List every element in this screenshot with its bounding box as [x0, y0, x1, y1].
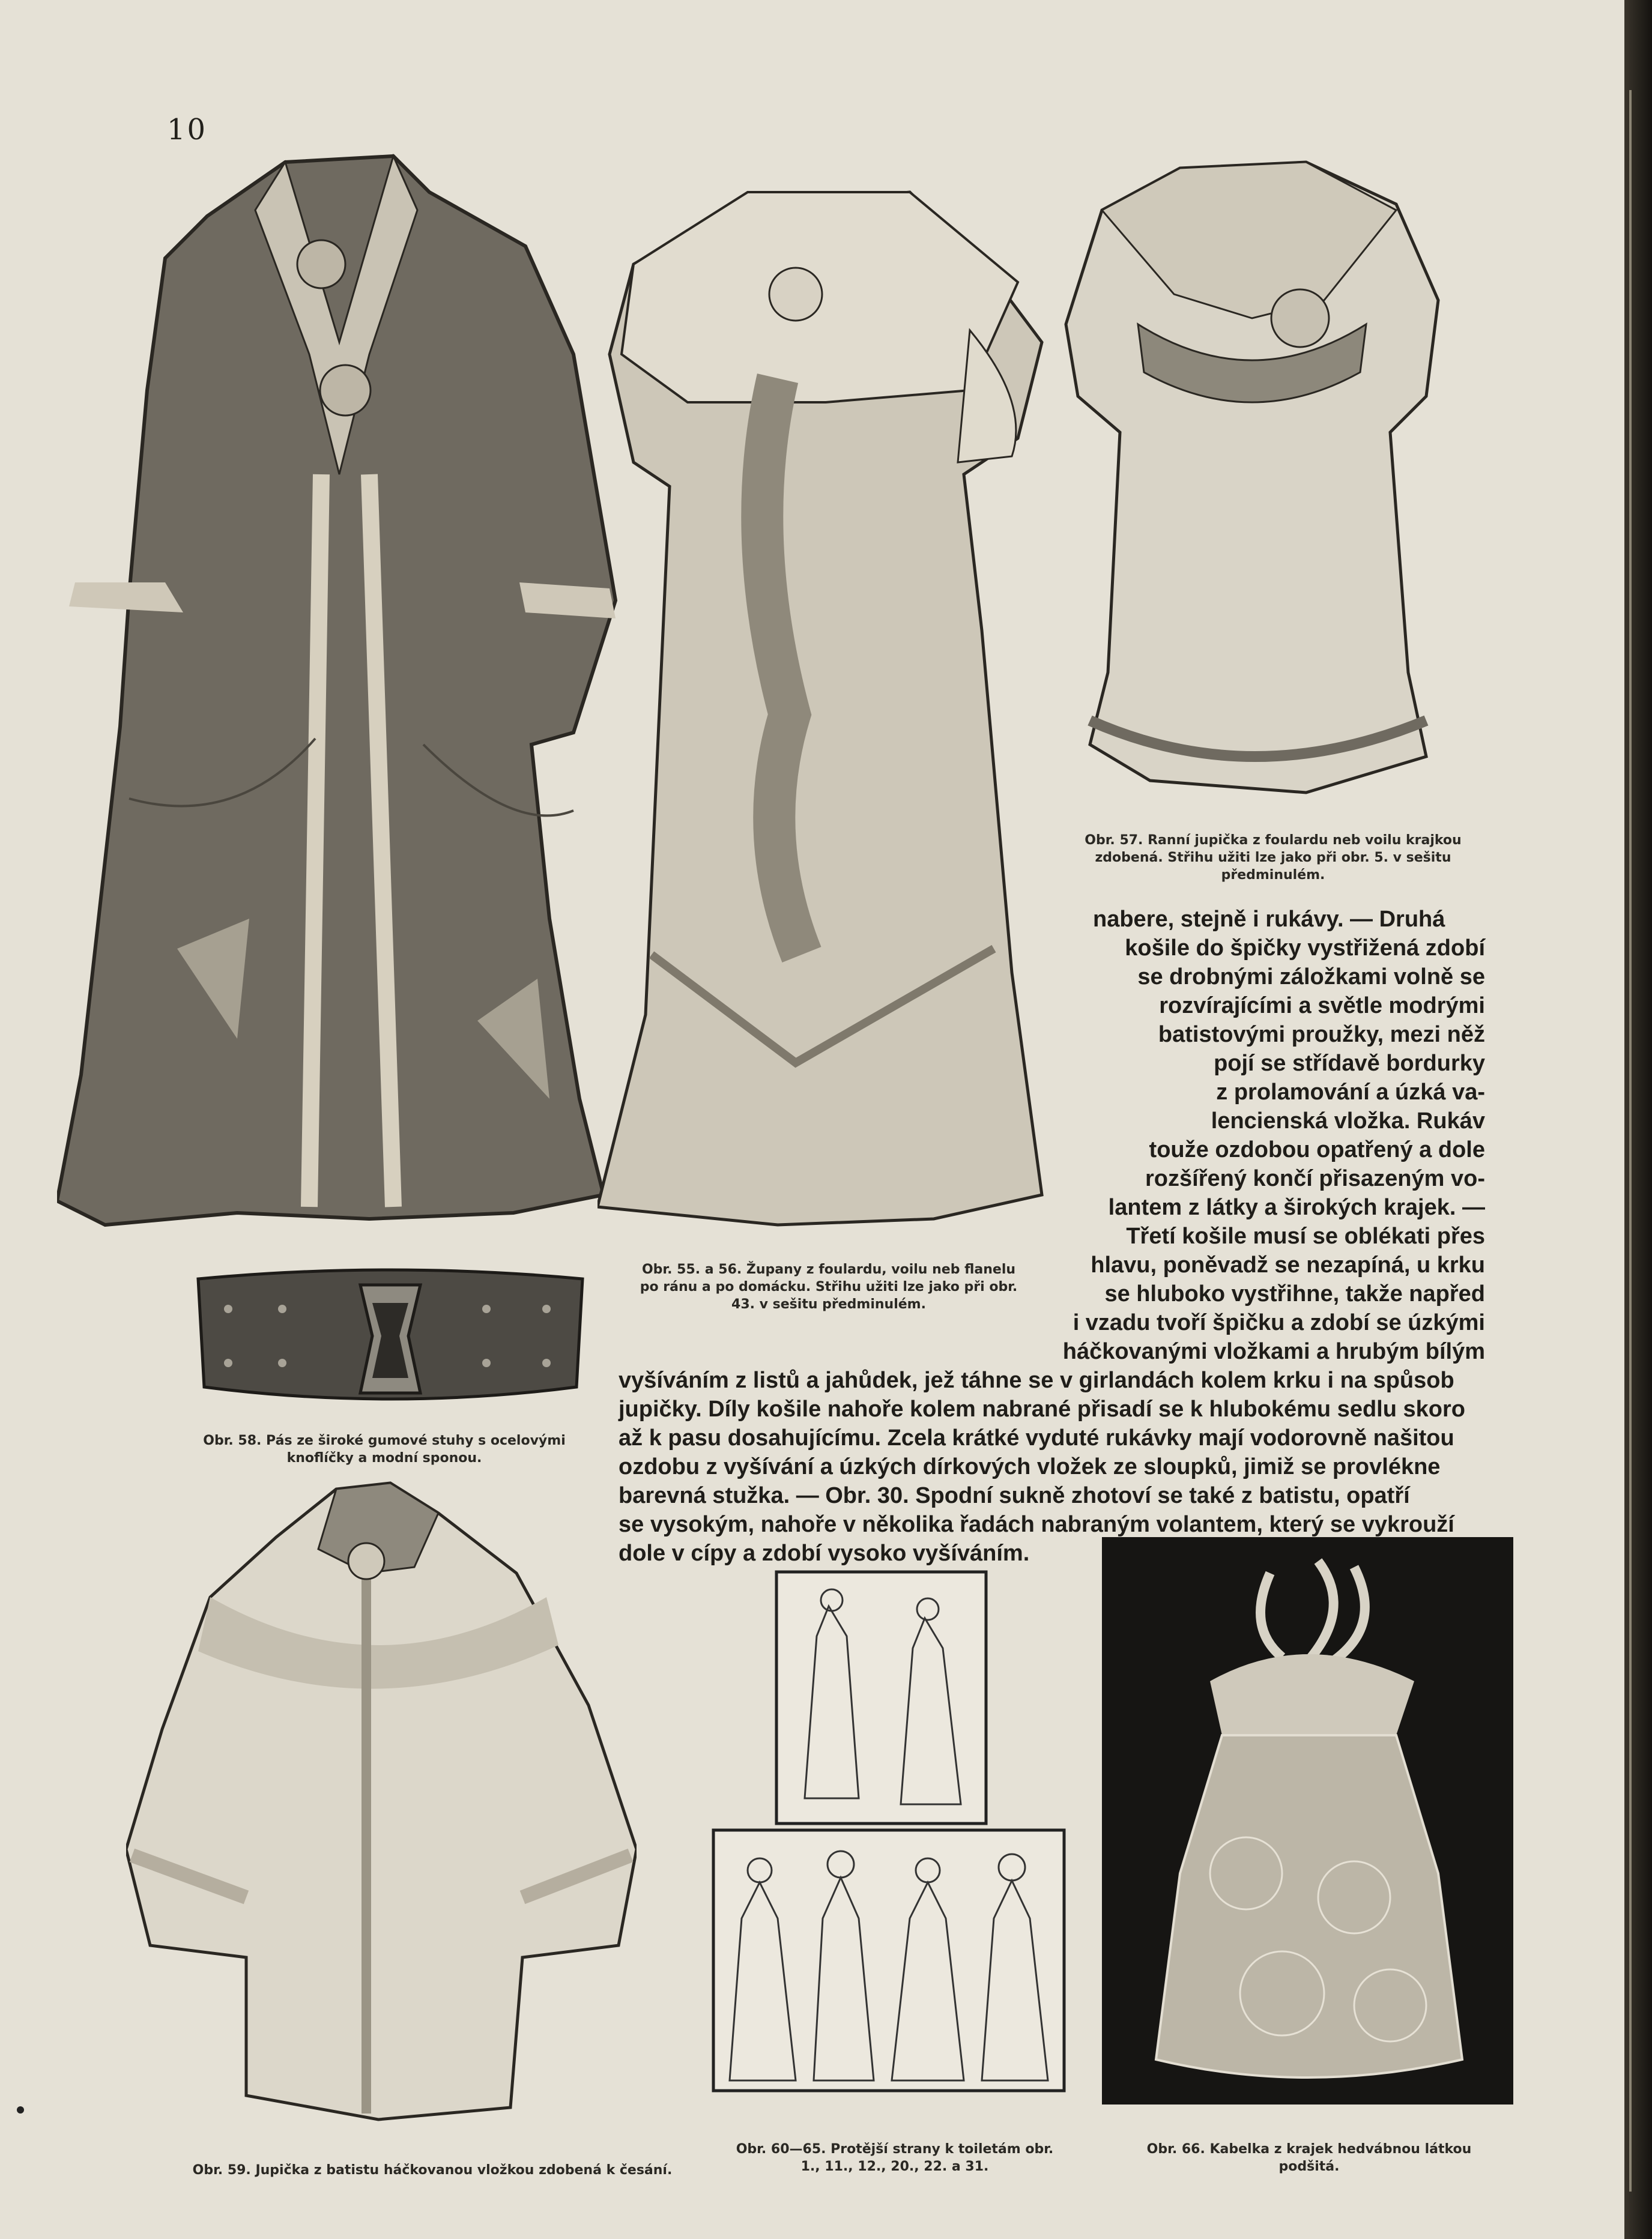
article-line: Třetí košile musí se oblékati přes	[1126, 1224, 1485, 1249]
article-line: až k pasu dosahujícímu. Zcela krátké vyduté rukávky mají vodorovně našitou	[619, 1425, 1454, 1451]
article-line: rozvírajícími a světle modrými	[1159, 993, 1485, 1018]
article-line: hlavu, poněvadž se nezapíná, u krku	[1091, 1252, 1485, 1278]
article-line: háčkovanými vložkami a hrubým bílým	[1062, 1339, 1485, 1364]
caption-fig-55-56: Obr. 55. a 56. Župany z foulardu, voilu neb flanelu po ránu a po domácku. Střihu užiti lze jako při obr. 43. v sešitu předminulém.	[640, 1262, 1018, 1312]
article-line: se hluboko vystřihne, takže napřed	[1104, 1281, 1485, 1307]
article-line: rozšířený končí přisazeným vo-	[1145, 1166, 1485, 1191]
book-spine	[1624, 0, 1652, 2239]
article-line: touže ozdobou opatřený a dole	[1149, 1137, 1485, 1162]
article-line: lencienská vložka. Rukáv	[1211, 1108, 1485, 1134]
article-line: ozdobu z vyšívání a úzkých dírkových vložek ze sloupků, jimiž se provlékne	[619, 1454, 1441, 1479]
article-line: se vysokým, nahoře v několika řadách nabraným volantem, který se vykrouží	[619, 1512, 1454, 1537]
article-line: lantem z látky a širokých krajek. —	[1108, 1195, 1485, 1220]
article-line: vyšíváním z listů a jahůdek, jež táhne se v girlandách kolem krku i na spůsob	[619, 1368, 1454, 1393]
article-line: košile do špičky vystřižená zdobí	[1125, 935, 1485, 961]
article-line: jupičky. Díly košile nahoře kolem nabrané přisadí se k hlubokému sedlu skoro	[619, 1397, 1465, 1422]
page-number: 10	[167, 113, 208, 147]
article-line: batistovými proužky, mezi něž	[1158, 1022, 1485, 1047]
article-line: i vzadu tvoří špičku a zdobí se úzkými	[1073, 1310, 1485, 1335]
punch-hole-mark	[17, 2106, 24, 2114]
caption-fig-58: Obr. 58. Pás ze široké gumové stuhy s ocelovými knoflíčky a modní sponou.	[203, 1433, 566, 1466]
caption-fig-57: Obr. 57. Ranní jupička z foulardu neb voilu krajkou zdobená. Střihu užiti lze jako při obr. 5. v sešitu předminulém.	[1085, 833, 1462, 883]
caption-fig-66: Obr. 66. Kabelka z krajek hedvábnou látkou podšitá.	[1146, 2142, 1472, 2174]
article-line: z prolamování a úzká va-	[1216, 1080, 1485, 1105]
article-line: se drobnými záložkami volně se	[1137, 964, 1485, 990]
caption-fig-59: Obr. 59. Jupička z batistu háčkovanou vložkou zdobená k česání.	[192, 2163, 673, 2178]
article-line: barevná stužka. — Obr. 30. Spodní sukně zhotoví se také z batistu, opatří	[619, 1483, 1410, 1508]
article-line: nabere, stejně i rukávy. — Druhá	[1093, 907, 1445, 932]
article-line: dole v cípy a zdobí vysoko vyšíváním.	[619, 1541, 1030, 1566]
caption-fig-60-65: Obr. 60—65. Protější strany k toiletám obr. 1., 11., 12., 20., 22. a 31.	[736, 2142, 1054, 2174]
article-line: pojí se střídavě bordurky	[1214, 1051, 1485, 1076]
